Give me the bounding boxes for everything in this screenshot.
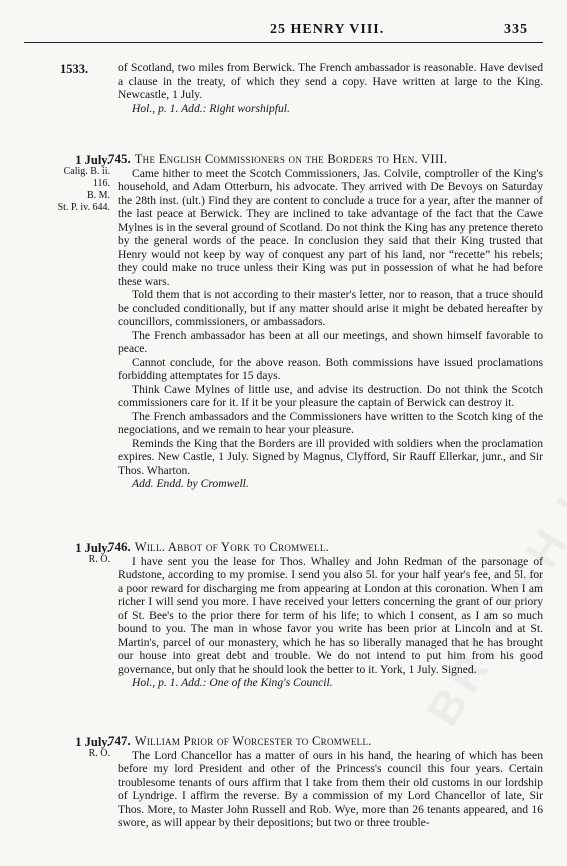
entry-747-margin (40, 736, 110, 760)
entry-745-ref: B. M. (86, 190, 110, 201)
entry-746-heading: 746. Will. Abbot of York to Cromwell. (108, 539, 330, 554)
entry-745-heading: 745. The English Commissioners on the Borders to Hen. VIII. (108, 151, 448, 166)
entry-745-ref: 116. (92, 178, 110, 189)
entry-747-para: The Lord Chancellor has a matter of ours in his hand, the hearing of which has been before my lord President and other of the Princess's council this four years. Certain troublesome tenants of ours affirm that I take from them their old customs in our lordship of Lyndrige. I affirm the reverse. By a commission of my Lord Chancellor of late, Sir Thos. More, to Master John Russell and Rob. Wye, more than 26 tenants appeared, and 16 swore, as will appear by their depositions; but two or three trouble- (118, 748, 543, 829)
entry-746-para: I have sent you the lease for Thos. Whalley and John Redman of the parsonage of Rudstone, according to my promise. I send you also 5l. for your half year's fee, and 5l. for a poor reward for discharging me from appearing at London at this coronation. When I am richer I will send you more. I have received your letters concerning the grant of our priory of St. Bee's to the prior there for term of his life; to which I consent, as I am so much bound to you. The man in whose favor you write has been prior at Lincoln and at St. Martin's, parcel of our monastery, which he has so liberally managed that he has brought our house into great debt and trouble. We do not intend to put him from his good governance, but only that he should look the better to it. York, 1 July. Signed. (118, 554, 543, 676)
continuation-note: Hol., p. 1. Add.: Right worshipful. (132, 101, 290, 115)
entry-745 (108, 151, 543, 491)
entry-745-para: Reminds the King that the Borders are ill provided with soldiers when the proclamation expires. New Castle, 1 July. Signed by Magnus, Clyfford, Sir Rauff Ellerkar, junr., and Sir Thos. Wharton. (118, 436, 543, 477)
page-number: 335 (504, 22, 528, 37)
entry-745-para: Think Cawe Mylnes of little use, and advise its destruction. Do not think the Scotch commissioners care for it. If it be your pleasure the captain of Berwick can destroy it. (118, 382, 543, 409)
entry-745-para: The French ambassadors and the Commissioners have written to the Scotch king of the negociations, and we remain to hear your pleasure. (118, 409, 543, 436)
entry-746-margin (40, 542, 110, 566)
running-head (0, 18, 567, 40)
entry-747-date: 1 July. (75, 735, 110, 749)
entry-745-ref: St. P. iv. 644. (57, 202, 110, 213)
entry-747 (108, 733, 543, 830)
entry-745-para: Came hither to meet the Scotch Commissioners, Jas. Colvile, comptroller of the King's household, and Adam Otterburn, his advocate. They arrived with De Bevoys on Saturday the 28th inst. (ult.) Find they are content to conclude a truce for a year, after the manner of the last peace at Berwick. They are inclined to take advantage of the fact that the Cawe Mylnes is in the several ground of Scotland. Do not think the King has any pretence thereto by the general words of the peace. In conclusion they said that their King trusted that Henry would not keep by way of conquest any part of his land, nor “recette” his rebels; they could make no truce unless their King was put in possession of what he had before these wars. (118, 166, 543, 288)
entry-747-heading: 747. William Prior of Worcester to Cromwell. (108, 733, 372, 748)
entry-745-note: Add. Endd. by Cromwell. (132, 477, 249, 490)
continuation-text: of Scotland, two miles from Berwick. The French ambassador is reasonable. Have devised a clause in the treaty, of which they send a copy. Have written at large to the King. Newcastle, 1 July. (118, 61, 543, 101)
entry-747-ref: R. O. (88, 748, 110, 759)
running-title: 25 HENRY VIII. (270, 22, 385, 37)
entry-746 (108, 539, 543, 690)
entry-745-para: Told them that is not according to their master's letter, nor to reason, that a truce should be concluded conditionally, but if any matter should arise it might be debated hereafter by councillors, commissioners, or ambassadors. (118, 288, 543, 328)
entry-745-para: Cannot conclude, for the above reason. Both commissions have issued proclamations forbidding attemptates for 15 days. (118, 355, 543, 382)
entry-746-ref: R. O. (88, 554, 110, 565)
header-rule (24, 42, 543, 43)
year-marker: 1533. (60, 62, 89, 76)
entry-745-para: The French ambassador has been at all our meetings, and shown himself favorable to peace. (118, 328, 543, 355)
continuation-block (118, 61, 543, 115)
entry-746-note: Hol., p. 1. Add.: One of the King's Council. (132, 676, 333, 689)
entry-745-margin (40, 154, 110, 214)
entry-745-ref: Calig. B. ii. (63, 166, 110, 177)
entry-745-date: 1 July. (75, 153, 110, 167)
entry-746-date: 1 July. (75, 541, 110, 555)
